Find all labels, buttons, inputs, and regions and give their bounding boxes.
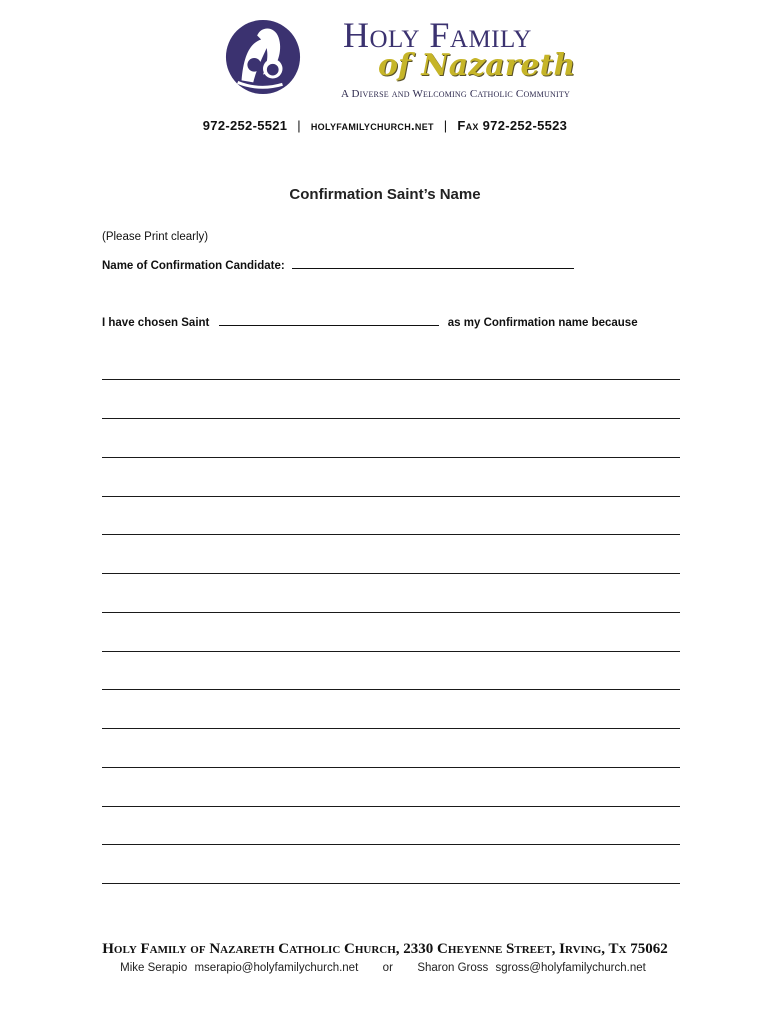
writing-line[interactable]	[102, 379, 680, 380]
brand-subtitle: of Nazareth	[378, 48, 576, 83]
writing-line[interactable]	[102, 418, 680, 419]
saint-prefix-label: I have chosen Saint	[102, 317, 210, 329]
candidate-name-row	[102, 258, 574, 272]
or-text: or	[382, 962, 393, 974]
saint-name-row	[102, 315, 638, 329]
separator: |	[443, 118, 448, 133]
writing-line[interactable]	[102, 767, 680, 768]
contact2-email[interactable]: sgross@holyfamilychurch.net	[495, 962, 646, 974]
website-link[interactable]: holyfamilychurch.net	[310, 118, 434, 133]
writing-line[interactable]	[102, 457, 680, 458]
contact-bar	[0, 118, 770, 133]
writing-line[interactable]	[102, 806, 680, 807]
fax-number: Fax 972-252-5523	[457, 118, 568, 133]
saint-name-field[interactable]	[219, 315, 439, 326]
writing-line[interactable]	[102, 883, 680, 884]
print-instruction: (Please Print clearly)	[102, 231, 209, 243]
separator: |	[297, 118, 301, 133]
writing-line[interactable]	[102, 496, 680, 497]
phone-number: 972-252-5521	[202, 118, 288, 133]
writing-line[interactable]	[102, 844, 680, 845]
contact1-name: Mike Serapio	[120, 962, 188, 974]
church-address: Holy Family of Nazareth Catholic Church, 2330 Cheyenne Street, Irving, Tx 75062	[102, 941, 668, 957]
brand-title: Holy Family	[343, 15, 532, 55]
writing-line[interactable]	[102, 728, 680, 729]
form-title: Confirmation Saint’s Name	[289, 186, 481, 203]
writing-line[interactable]	[102, 573, 680, 574]
candidate-name-field[interactable]	[292, 258, 574, 269]
holy-family-logo-icon	[224, 18, 302, 96]
saint-suffix-label: as my Confirmation name because	[447, 317, 638, 329]
candidate-name-label: Name of Confirmation Candidate:	[102, 260, 285, 272]
footer-contacts	[0, 962, 770, 974]
brand-tagline: A Diverse and Welcoming Catholic Community	[341, 88, 570, 100]
writing-line[interactable]	[102, 651, 680, 652]
contact2-name: Sharon Gross	[417, 962, 489, 974]
contact1-email[interactable]: mserapio@holyfamilychurch.net	[194, 962, 359, 974]
writing-line[interactable]	[102, 689, 680, 690]
writing-line[interactable]	[102, 612, 680, 613]
writing-line[interactable]	[102, 534, 680, 535]
